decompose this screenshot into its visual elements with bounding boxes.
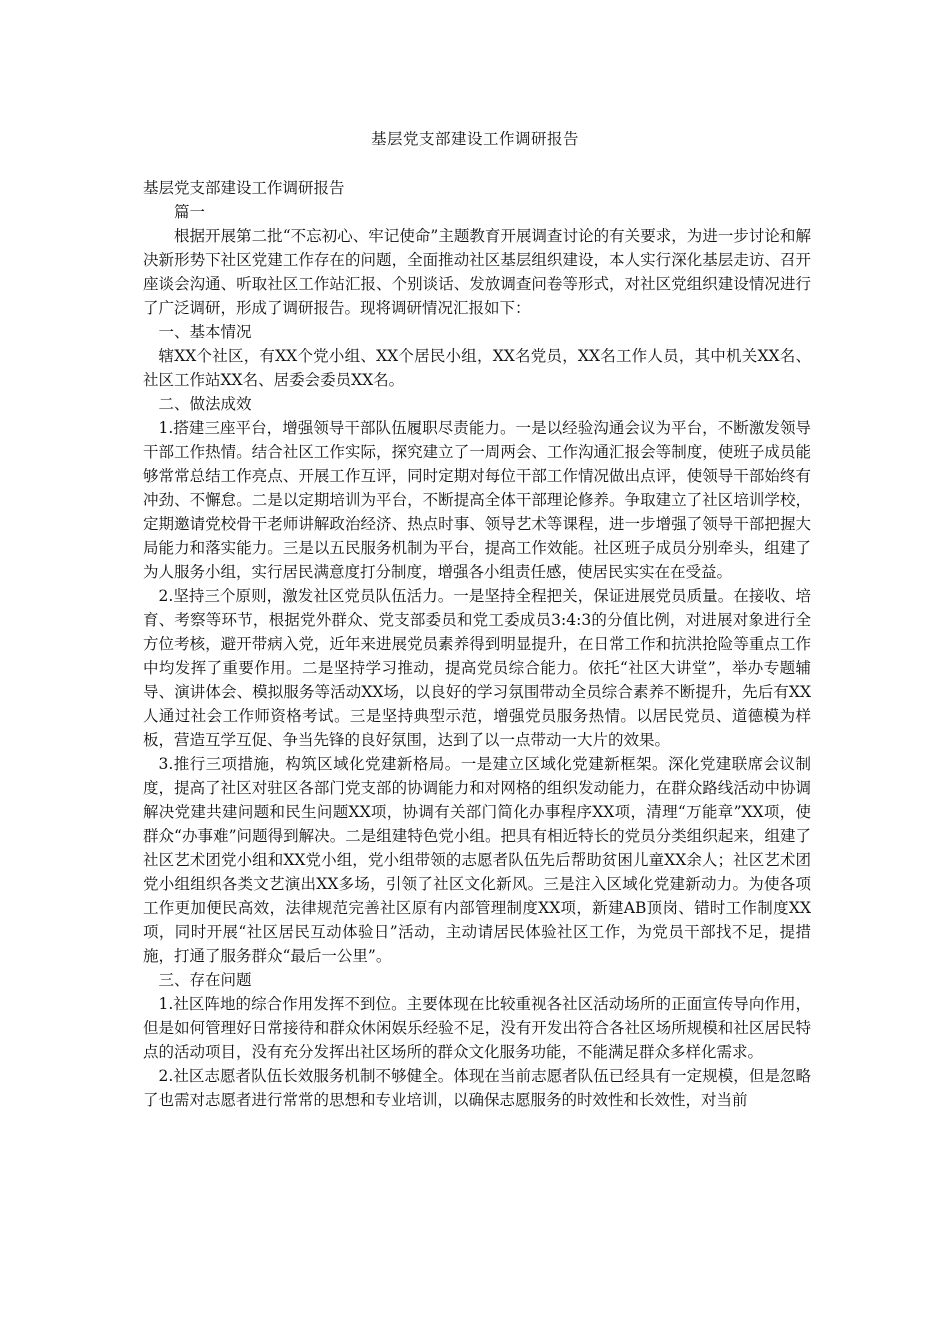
section-heading: 一、基本情况 — [158, 323, 252, 341]
paragraph: 1.社区阵地的综合作用发挥不到位。主要体现在比较重视各社区活动场所的正面宣传导向作用，但是如何管理好日常接待和群众休闲娱乐经验不足，没有开发出符合各社区场所规模和社区居民特点的活动项目，没有充分发挥出社区场所的群众文化服务功能，不能满足群众多样化需求。 — [143, 995, 811, 1061]
paragraph: 2.社区志愿者队伍长效服务机制不够健全。体现在当前志愿者队伍已经具有一定规模，但是忽略了也需对志愿者进行常常的思想和专业培训，以确保志愿服务的时效性和长效性，对当前 — [143, 1067, 811, 1109]
document-title: 基层党支部建设工作调研报告 — [370, 130, 579, 148]
paragraph: 3.推行三项措施，构筑区域化党建新格局。一是建立区域化党建新框架。深化党建联席会议制度，提高了社区对驻区各部门党支部的协调能力和对网格的组织发动能力，在群众路线活动中协调解决党建共建问题和民生问题XX项，协调有关部门简化办事程序XX项，清理“万能章”XX项，使群众“办事难”问题得到解决。二是组建特色党小组。把具有相近特长的党员分类组织起来，组建了社区艺术团党小组和XX党小组，党小组带领的志愿者队伍先后帮助贫困儿童XX余人；社区艺术团党小组组织各类文艺演出XX多场，引领了社区文化新风。三是注入区域化党建新动力。为使各项工作更加便民高效，法律规范完善社区原有内部管理制度XX项，新建AB顶岗、错时工作制度XX项，同时开展“社区居民互动体验日”活动，主动请居民体验社区工作，为党员干部找不足，提措施，打通了服务群众“最后一公里”。 — [143, 755, 811, 965]
paragraph: 根据开展第二批“不忘初心、牢记使命”主题教育开展调查讨论的有关要求，为进一步讨论和解决新形势下社区党建工作存在的问题，全面推动社区基层组织建设，本人实行深化基层走访、召开座谈会沟通、听取社区工作站汇报、个别谈话、发放调查问卷等形式，对社区党组织建设情况进行了广泛调研，形成了调研报告。现将调研情况汇报如下： — [143, 227, 811, 317]
paragraph: 1.搭建三座平台，增强领导干部队伍履职尽责能力。一是以经验沟通会议为平台，不断激发领导干部工作热情。结合社区工作实际，探究建立了一周两会、工作沟通汇报会等制度，使班子成员能够常常总结工作亮点、开展工作互评，同时定期对每位干部工作情况做出点评，使领导干部始终有冲劲、不懈怠。二是以定期培训为平台，不断提高全体干部理论修养。争取建立了社区培训学校，定期邀请党校骨干老师讲解政治经济、热点时事、领导艺术等课程，进一步增强了领导干部把握大局能力和落实能力。三是以五民服务机制为平台，提高工作效能。社区班子成员分别牵头，组建了为人服务小组，实行居民满意度打分制度，增强各小组责任感，使居民实实在在受益。 — [143, 419, 811, 581]
paragraph: 辖XX个社区，有XX个党小组、XX个居民小组，XX名党员，XX名工作人员，其中机关XX名、社区工作站XX名、居委会委员XX名。 — [143, 347, 811, 389]
part-label: 篇一 — [174, 203, 206, 221]
document-subtitle: 基层党支部建设工作调研报告 — [143, 179, 345, 197]
section-heading: 二、做法成效 — [158, 395, 252, 413]
section-heading: 三、存在问题 — [158, 971, 252, 989]
document-body — [143, 176, 811, 1112]
paragraph: 2.坚持三个原则，激发社区党员队伍活力。一是坚持全程把关，保证进展党员质量。在接收、培育、考察等环节，根据党外群众、党支部委员和党工委成员3:4:3的分值比例，对进展对象进行全方位考核，避开带病入党，近年来进展党员素养得到明显提升，在日常工作和抗洪抢险等重点工作中均发挥了重要作用。二是坚持学习推动，提高党员综合能力。依托“社区大讲堂”，举办专题辅导、演讲体会、模拟服务等活动XX场，以良好的学习氛围带动全员综合素养不断提升，先后有XX人通过社会工作师资格考试。三是坚持典型示范，增强党员服务热情。以居民党员、道德模为样板，营造互学互促、争当先锋的良好氛围，达到了以一点带动一大片的效果。 — [143, 587, 811, 749]
